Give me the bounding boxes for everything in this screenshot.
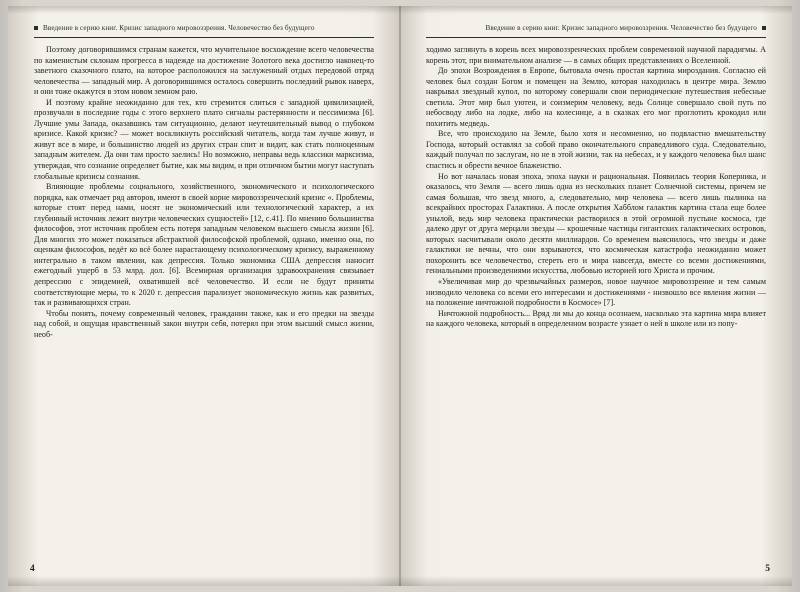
- left-running-head: [34, 22, 374, 34]
- bullet-square-icon: [34, 26, 38, 30]
- left-page-number: 4: [30, 564, 35, 574]
- book-spread: [8, 6, 792, 586]
- right-text-column: [426, 45, 766, 565]
- left-page: [8, 6, 400, 586]
- book-gutter: [399, 6, 401, 586]
- right-page-number: 5: [765, 564, 770, 574]
- right-running-head-text: Введение в серию книг. Кризис западного мировоззрения. Человечество без будущего: [485, 24, 757, 32]
- paragraph: Но вот началась новая эпоха, эпоха науки и рациональная. Появилась теория Коперника, и оказалось, что Земля — всего лишь одна из нескольких планет Солнечной системы, причем не самая большая, что звезд много, а, следовательно, мир человека — всего лишь пылинка на всекрайних просторах Галактики. А после открытия Хабблом галактик картина стала еще более унылой, ведь мир человека практически растворился в этой огромной пустыне космоса, где далеко друг от друга мерцали звезды — крошечные частицы гигантских галактических островов, которых насчитывали около десяти миллиардов. Со временем выяснилось, что звезды и даже галактики не вечны, что они взрываются, что космическая катастрофа неожиданно может похоронить все человечество, стереть его и мира навсегда, вместе со всеми достижениями, гениальными произведениями искусства, любовью историей юго Христа и прочим.: [426, 171, 766, 276]
- paragraph: До эпохи Возрождения в Европе, бытовала очень простая картина мироздания. Согласно ей человек был создан Богом и помещен на Землю, которая находилась в центре мира. Землю накрывал звездный купол, по которому совершали свои периодические путешествия небесные светила. Этот мир был уютен, и соизмерим человеку, ведь Солнце совершало свой путь по небосводу либо на лодке, либо на колеснице, а в сказках его мог проглотить крокодил или похитить медведь.: [426, 66, 766, 128]
- right-page: [400, 6, 792, 586]
- paragraph: Все, что происходило на Земле, было хотя и несомненно, но подвластно вмешательству Господа, который оставлял за собой право окончательного справедливого суда. Следовательно, каждый получал по заслугам, но не в этой жизни, так на небесах, и у каждого человека был шанс спастись и обрести вечное блаженство.: [426, 129, 766, 171]
- paragraph: Ничтожной подробность... Вряд ли мы до конца осознаем, насколько эта картина мира влияет на каждого человека, который в определенном возрасте узнает о ней в школе или из попу-: [426, 308, 766, 329]
- paragraph: «Увеличивая мир до чрезвычайных размеров, новое научное мировоззрение и тем самым низводило человека со всеми его интересами и достижениями - низвошло все явления жизни — на положение ничтожной подробности в Космосе» [7].: [426, 277, 766, 308]
- bullet-square-icon: [762, 26, 766, 30]
- right-head-rule: [426, 37, 766, 38]
- paragraph: Поэтому договорившимся странам кажется, что мучительное восхождение всего человечества по каменистым склонам прогресса в надежде на достижение Золотого века достигло наконец-то заветного сказочного плато, на которое расположился на заслуженный отдых передовой отряд человечества — западный мир. А договорившимся осталось совершить последний рывок наверх, и они тоже окажутся в этом новом земном раю.: [34, 45, 374, 97]
- left-text-column: [34, 45, 374, 565]
- paragraph: ходимо заглянуть в корень всех мировоззренческих проблем современной научной парадигмы. А корень этот, при внимательном анализе — в самых общих представлениях о Вселенной.: [426, 45, 766, 65]
- left-running-head-text: Введение в серию книг. Кризис западного мировоззрения. Человечество без будущего: [43, 24, 315, 32]
- paragraph: Чтобы понять, почему современный человек, гражданин также, как и его предки на звезды над собой, и ощущая нравственный закон внутри себя, потерял при этом высший смысл жизни, необ-: [34, 308, 374, 339]
- right-running-head: [426, 22, 766, 34]
- paragraph: Влияющие проблемы социального, хозяйственного, экономического и психологического порядка, как отмечает ряд авторов, имеют в своей корне мировоззренческий кризис «. Проблемы, которые стоят перед нами, носят не экономический или технологический характер, а их глубинный источник лежит внутри человеческих сущностей» [12, с.41]. По мнению большинства философов, этот источник проблем есть потеря западным человеком высшего смысла жизни [6]. Для многих это может показаться абстрактной философской проблемой, однако, именно она, по оценкам философов, ведёт ко всё более нарастающему психологическому кризису, выраженному интегрально в таком явлении, как депрессия. Только экономика США депрессия наносит ежегодный ущерб в 53 млрд. дол. [6]. Всемирная организация здравоохранения связывает депрессию с эпидемией, охватившей всё человечество. И если не будут приняты соответствующие меры, то к 2020 г. депрессия парализует экономическую жизнь как развитых, так и развивающихся стран.: [34, 182, 374, 308]
- left-head-rule: [34, 37, 374, 38]
- paragraph: И поэтому крайне неожиданно для тех, кто стремится слиться с западной цивилизацией, прозвучали в последние годы с этого верхнего плато сигналы растерянности и пессимизма [6]. Лучшие умы Запада, оказавшись там ситуационно, делают неутешительный вывод о глубоком кризисе. Какой кризис? — может воскликнуть российский читатель, когда там лучше живут, и живут все в мире, и большинство людей из других стран спит и видит, как стать полноценным западным жителем. Да они там просто заелись! Но возможно, неправы ведь классики марксизма, утверждая, что сознание определяет бытие, как мы видим, и при отличном бытии могут наступать глобальные кризисы сознания.: [34, 97, 374, 181]
